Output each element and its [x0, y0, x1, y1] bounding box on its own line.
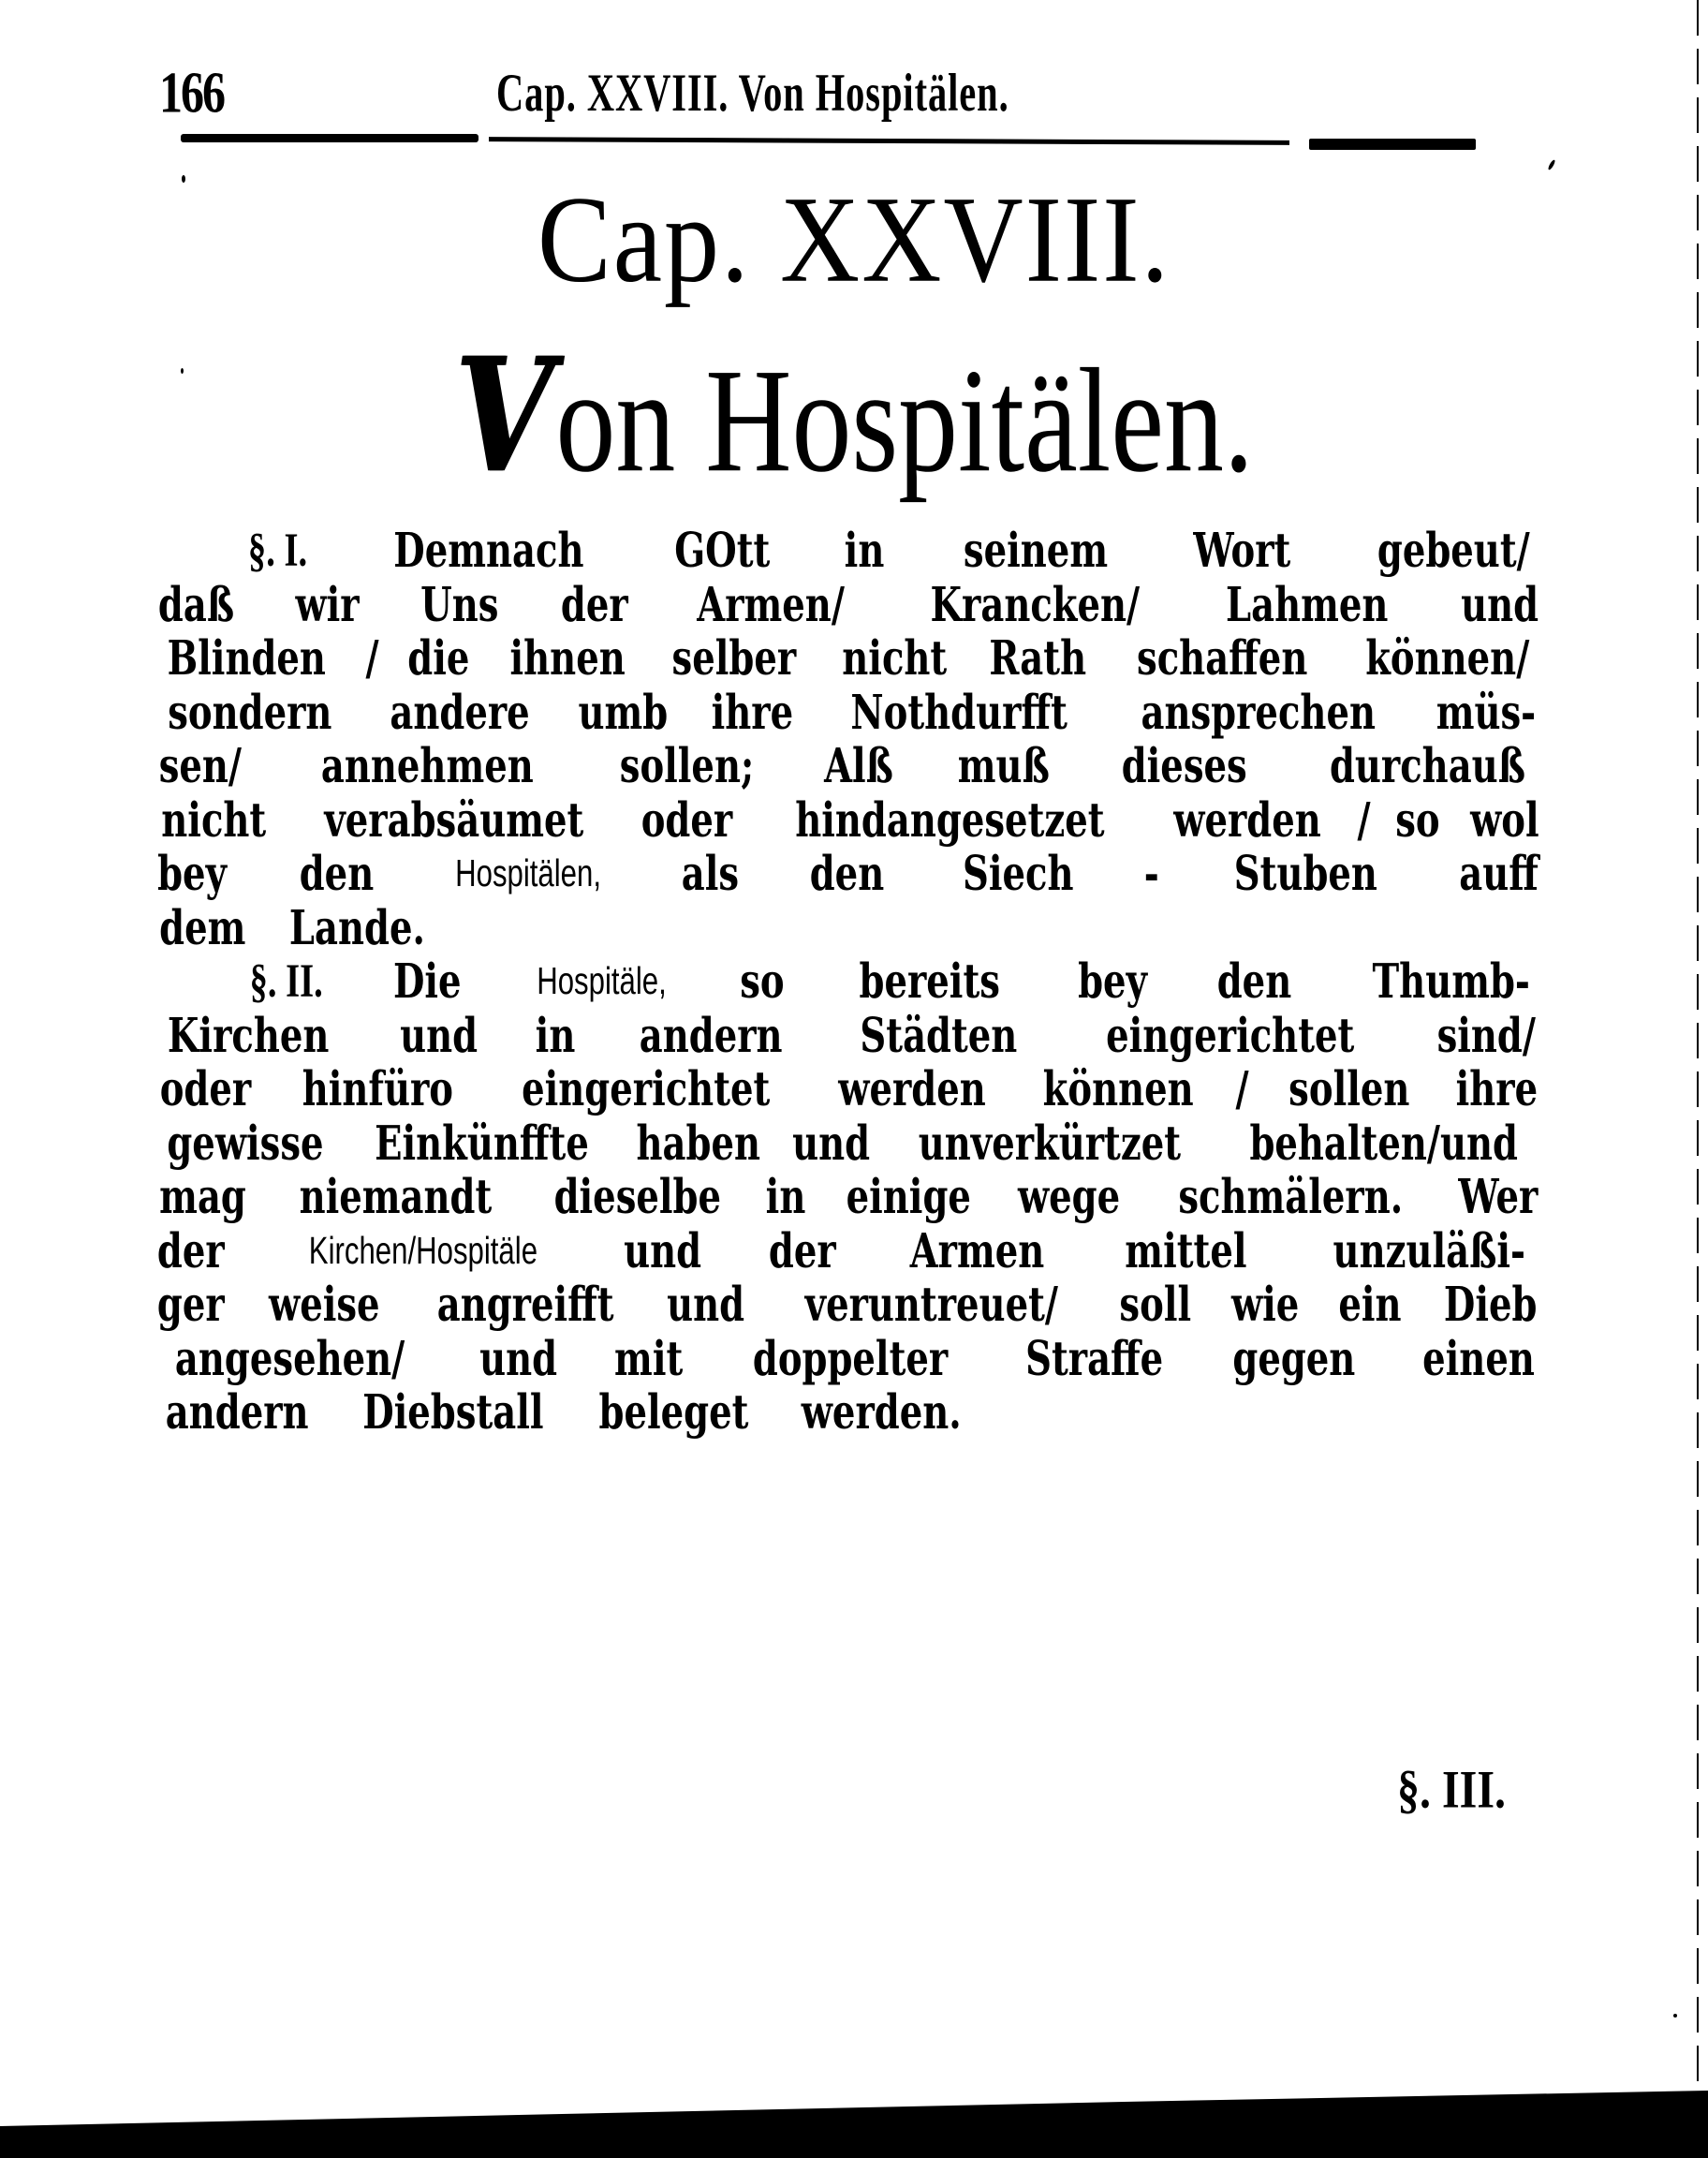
word: Uns	[420, 577, 499, 633]
text-line	[150, 848, 1547, 902]
word: einen	[1422, 1331, 1535, 1387]
word: angreifft	[436, 1277, 614, 1334]
word: veruntreuet/	[805, 1277, 1059, 1334]
word: Armen/	[697, 577, 846, 633]
text-line	[150, 1225, 1547, 1279]
word-latin: Kirchen/Hospitäle	[308, 1229, 538, 1273]
word: beleget	[598, 1384, 749, 1441]
text-line	[150, 902, 1547, 956]
word: verabsäumet	[324, 792, 584, 849]
word: andern	[640, 1008, 783, 1064]
word: Alß	[823, 738, 893, 795]
word: ansprechen	[1141, 685, 1376, 741]
word: und	[479, 1331, 558, 1387]
word: muß	[958, 738, 1051, 795]
word: haben	[636, 1116, 760, 1172]
chapter-title	[85, 323, 1623, 509]
word: behalten/und	[1249, 1116, 1518, 1172]
word: so	[740, 953, 786, 1011]
word: den	[299, 846, 375, 903]
word: selber	[671, 630, 797, 687]
word: ein	[1338, 1277, 1402, 1334]
word: mittel	[1125, 1223, 1247, 1279]
word: GOtt	[674, 523, 771, 580]
decorated-initial: V	[454, 323, 552, 509]
word: ihnen	[509, 630, 626, 687]
word: können	[1042, 1061, 1194, 1118]
word: annehmen	[321, 738, 535, 795]
word: bey	[1078, 953, 1148, 1011]
word: werden.	[801, 1384, 962, 1441]
word: sollen;	[619, 738, 755, 795]
text-line	[150, 740, 1547, 794]
word: wir	[295, 577, 360, 633]
word: umb	[578, 685, 669, 741]
word: Siech	[962, 846, 1074, 903]
word: wol	[1470, 792, 1539, 849]
word: schaffen	[1137, 630, 1308, 687]
word: den	[1217, 953, 1292, 1011]
word: Straffe	[1025, 1331, 1164, 1387]
section-mark: §. I.	[247, 524, 308, 578]
page-edge	[1697, 0, 1699, 2098]
word: mag	[159, 1169, 246, 1226]
word: wie	[1230, 1277, 1300, 1334]
word: nicht	[842, 630, 948, 687]
word: der	[769, 1223, 836, 1279]
word: durchauß	[1329, 738, 1526, 795]
running-title: Cap. XXVIII. Von Hospitälen.	[496, 63, 1009, 123]
word: so	[1394, 792, 1440, 849]
word: und	[1460, 577, 1539, 633]
ink-speck	[1673, 2014, 1677, 2018]
word: sollen	[1288, 1061, 1409, 1118]
text-line	[150, 1386, 1547, 1441]
word: -	[1143, 846, 1159, 903]
word: als	[681, 846, 739, 903]
word: Blinden	[167, 630, 326, 687]
word: Die	[392, 953, 462, 1011]
word: weise	[269, 1277, 380, 1334]
word: dieses	[1121, 738, 1247, 795]
word: und	[666, 1277, 744, 1334]
text-line	[150, 579, 1547, 633]
ink-speck	[1547, 159, 1555, 170]
scan-shadow	[0, 2061, 1708, 2158]
word: einige	[846, 1169, 971, 1226]
word: dem	[159, 900, 246, 956]
running-head	[0, 54, 1708, 126]
word: doppelter	[753, 1331, 949, 1387]
body-text	[150, 525, 1547, 1441]
word: sondern	[168, 685, 332, 741]
word: werden	[1172, 792, 1321, 849]
word: hindangesetzet	[795, 792, 1105, 849]
text-line	[150, 794, 1547, 849]
word: der	[156, 1223, 225, 1279]
word: und	[623, 1223, 701, 1279]
word: soll	[1119, 1277, 1191, 1334]
header-rule-right	[1309, 139, 1476, 150]
word: andere	[389, 685, 530, 741]
word: und	[792, 1116, 871, 1172]
word: schmälern.	[1178, 1169, 1404, 1226]
word: gewisse	[167, 1116, 324, 1172]
word: /	[1357, 792, 1371, 849]
word: werden	[837, 1061, 986, 1118]
text-line	[150, 1333, 1547, 1387]
word: in	[765, 1169, 806, 1226]
header-rule-left	[181, 134, 479, 142]
word: der	[560, 577, 628, 633]
word: unverkürtzet	[918, 1116, 1181, 1172]
word: oder	[640, 792, 733, 849]
catchword: §. III.	[1397, 1760, 1507, 1820]
word: eingerichtet	[522, 1061, 771, 1118]
text-line	[150, 1063, 1547, 1117]
word: bereits	[859, 953, 1001, 1011]
word: Stuben	[1233, 846, 1377, 903]
word: bey	[157, 846, 227, 903]
word: hinfüro	[302, 1061, 454, 1118]
word: Lahmen	[1226, 577, 1389, 633]
word: mit	[614, 1331, 684, 1387]
word: Einkünffte	[375, 1116, 589, 1172]
text-line	[150, 525, 1547, 579]
word: Thumb-	[1372, 953, 1530, 1011]
word: wege	[1018, 1169, 1121, 1226]
word: können/	[1364, 630, 1529, 687]
text-line	[150, 955, 1547, 1010]
text-line	[150, 1117, 1547, 1172]
chapter-number: Cap. XXVIII.	[537, 170, 1171, 308]
text-line	[150, 632, 1547, 687]
word: in	[844, 523, 885, 580]
word: Städten	[860, 1008, 1018, 1064]
word: auff	[1459, 846, 1539, 903]
word: daß	[157, 577, 235, 633]
word: Armen	[910, 1223, 1045, 1279]
word: gegen	[1232, 1331, 1356, 1387]
word: Demnach	[393, 523, 584, 580]
word: Wer	[1458, 1169, 1539, 1226]
word: angesehen/	[174, 1331, 405, 1387]
word: /	[365, 630, 379, 687]
text-line	[150, 1279, 1547, 1333]
word: und	[400, 1008, 478, 1064]
page-number: 166	[159, 59, 224, 126]
word: den	[810, 846, 885, 903]
word: Krancken/	[930, 577, 1140, 633]
word: niemandt	[299, 1169, 493, 1226]
word: Rath	[989, 630, 1087, 687]
text-line	[150, 687, 1547, 741]
header-rule-middle	[489, 137, 1289, 145]
word: eingerichtet	[1106, 1008, 1355, 1064]
word: Nothdurfft	[849, 685, 1068, 741]
word: in	[535, 1008, 576, 1064]
word: gebeut/	[1377, 523, 1531, 580]
word: seinem	[964, 523, 1109, 580]
word: oder	[159, 1061, 252, 1118]
word: andern	[165, 1384, 309, 1441]
text-line	[150, 1171, 1547, 1225]
word: sen/	[158, 738, 243, 795]
word: die	[407, 630, 470, 687]
word: nicht	[161, 792, 267, 849]
word-latin: Hospitäle,	[537, 960, 668, 1003]
word: ihre	[1455, 1061, 1539, 1118]
word: unzuläßi-	[1333, 1223, 1526, 1279]
word: Diebstall	[362, 1384, 544, 1441]
word: sind/	[1436, 1008, 1537, 1064]
word: ihre	[711, 685, 794, 741]
word: dieselbe	[553, 1169, 721, 1226]
word-latin: Hospitälen,	[455, 852, 602, 895]
section-mark: §. II.	[249, 954, 323, 1009]
word: Dieb	[1443, 1277, 1538, 1334]
word: Wort	[1193, 523, 1291, 580]
chapter-title-text: on Hospitälen.	[555, 337, 1254, 503]
text-line	[150, 1010, 1547, 1064]
word: müs-	[1436, 685, 1537, 741]
word: Lande.	[288, 900, 425, 956]
word: Kirchen	[167, 1008, 330, 1064]
word: /	[1235, 1061, 1249, 1118]
word: ger	[156, 1277, 225, 1334]
